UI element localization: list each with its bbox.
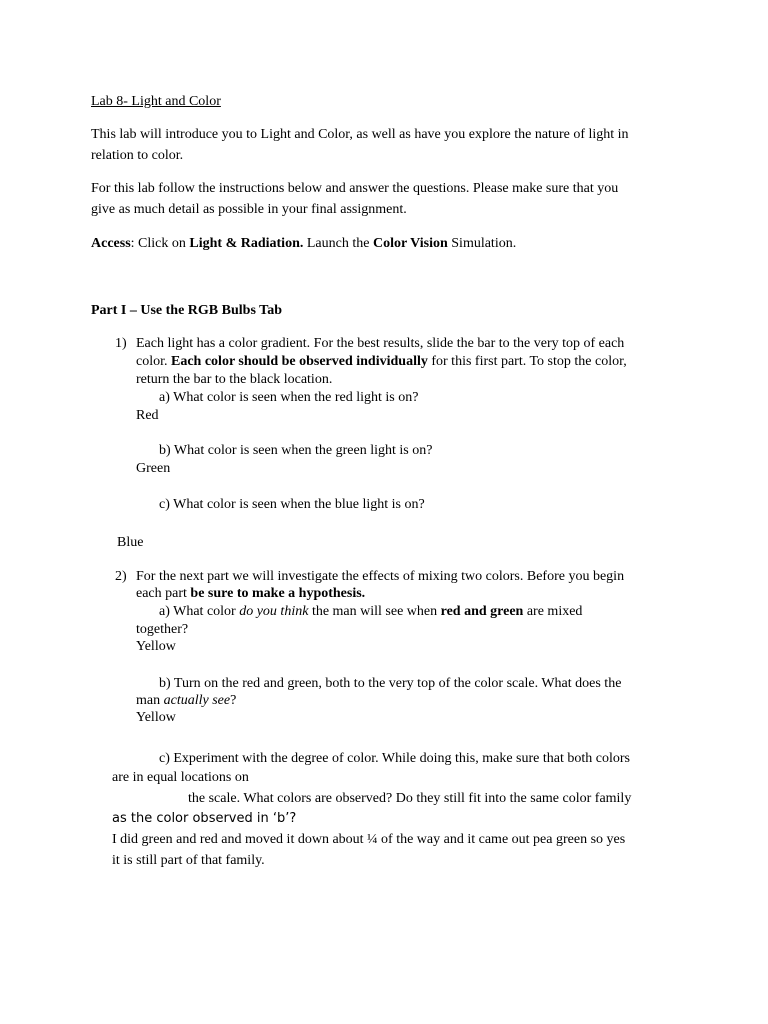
intro-line-1: This lab will introduce you to Light and Color, as well as have you explore the nature of light in [91,127,629,142]
q2b-actually-see: actually see [163,693,231,708]
q2c-question-line-2: are in equal locations on [112,770,249,785]
q2a-do-you-think: do you think [239,604,309,619]
q1-line-2 [136,353,627,371]
q1b-answer: Green [136,461,171,476]
q2-number: 2) [115,569,127,584]
instructions-line-2: give as much detail as possible in your final assignment. [91,202,407,217]
q1c-question: c) What color is seen when the blue light is on? [159,497,425,512]
instructions-line-1: For this lab follow the instructions below and answer the questions. Please make sure that you [91,181,619,196]
q1-line-2-c: for this first part. To stop the color, [427,354,627,369]
q1-line-2-a: color. [136,354,171,369]
access-text-1: : Click on [130,236,190,251]
q2-line-2-a: each part [136,586,191,601]
q2a-question-cont: together? [136,622,189,637]
q1c-answer: Blue [117,535,144,550]
q2-line-2 [136,585,365,603]
part1-heading: Part I – Use the RGB Bulbs Tab [91,303,282,318]
q1b-question: b) What color is seen when the green light is on? [159,443,433,458]
q2a-answer: Yellow [136,639,176,654]
q2a-question: a) What color do you think the man will see when red and green are mixed [159,604,583,619]
q2b-question-line-1: b) Turn on the red and green, both to the very top of the color scale. What does the [159,676,622,691]
q1-line-3: return the bar to the black location. [136,372,333,387]
q2c-question-line-1: c) Experiment with the degree of color. While doing this, make sure that both colors [159,751,630,766]
q1-number: 1) [115,336,127,351]
q1-line-2-emphasis: Each color should be observed individually [171,354,428,369]
q2-line-1: For the next part we will investigate the effects of mixing two colors. Before you begin [136,569,625,584]
intro-line-2: relation to color. [91,148,184,163]
q1a-question: a) What color is seen when the red light is on? [159,390,419,405]
q2b-question-line-2: man actually see? [136,693,237,708]
access-light-radiation: Light & Radiation. [189,236,304,251]
q2b-answer: Yellow [136,710,176,725]
q2-hypothesis-emphasis: be sure to make a hypothesis. [190,586,366,601]
q2c-question-line-3: the scale. What colors are observed? Do they still fit into the same color family [188,791,632,806]
q2c-answer-line-1: I did green and red and moved it down about ¼ of the way and it came out pea green so yes [112,832,626,847]
page-title: Lab 8- Light and Color [91,94,221,109]
access-color-vision: Color Vision [372,236,448,251]
q2c-question-line-4: as the color observed in ‘b’? [112,811,297,826]
access-label: Access [91,236,131,251]
access-paragraph [91,235,516,253]
access-text-3: Simulation. [447,236,517,251]
access-text-2: Launch the [303,236,373,251]
q2c-answer-line-2: it is still part of that family. [112,853,265,868]
q1-line-1: Each light has a color gradient. For the best results, slide the bar to the very top of each [136,336,625,351]
q2a-red-and-green: red and green [440,604,524,619]
q1a-answer: Red [136,408,159,423]
